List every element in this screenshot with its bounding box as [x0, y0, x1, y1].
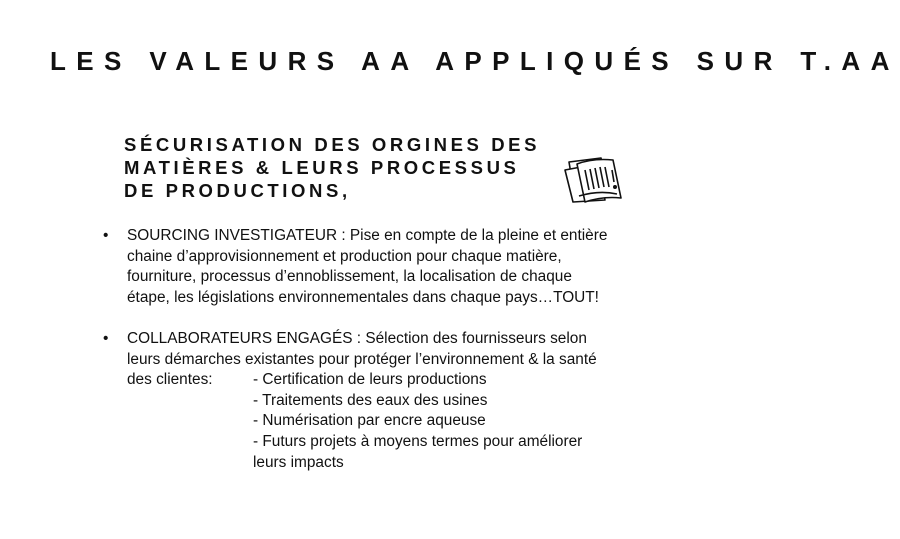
bullet-sourcing: [100, 226, 607, 308]
section-heading-line: DE PRODUCTIONS,: [124, 180, 351, 201]
bullet-dot: •: [103, 329, 109, 347]
bullet-list: [100, 226, 607, 473]
sub-item: - Futurs projets à moyens termes pour améliorer: [253, 432, 583, 450]
page-title: LES VALEURS AA APPLIQUÉS SUR T.AA: [50, 46, 900, 76]
bullet-text-line: chaine d’approvisionnement et production pour chaque matière,: [127, 247, 562, 265]
sub-item: - Traitements des eaux des usines: [253, 391, 488, 409]
sub-item: - Numérisation par encre aqueuse: [253, 412, 486, 430]
bullet-text-line: leurs démarches existantes pour protéger l’environnement & la santé: [127, 350, 597, 368]
sub-item: leurs impacts: [253, 453, 344, 471]
bullet-text-line: étape, les législations environnementales dans chaque pays…TOUT!: [127, 288, 599, 306]
bullet-text-line: COLLABORATEURS ENGAGÉS : Sélection des fournisseurs selon: [127, 329, 587, 347]
bullet-text-line: SOURCING INVESTIGATEUR : Pise en compte de la pleine et entière: [127, 227, 608, 244]
section-heading-line: MATIÈRES & LEURS PROCESSUS: [124, 157, 520, 178]
bullet-collaborateurs: [100, 329, 607, 473]
section-heading: [124, 133, 540, 202]
document-stack-icon: [563, 156, 623, 204]
sub-item: - Certification de leurs productions: [253, 371, 487, 389]
bullet-lead-label: des clientes:: [127, 371, 213, 389]
bullet-text-line: fourniture, processus d’ennoblissement, la localisation de chaque: [127, 268, 572, 286]
bullet-text-line: [127, 370, 607, 391]
section-heading-line: SÉCURISATION DES ORGINES DES: [124, 134, 541, 155]
bullet-dot: •: [103, 227, 109, 244]
